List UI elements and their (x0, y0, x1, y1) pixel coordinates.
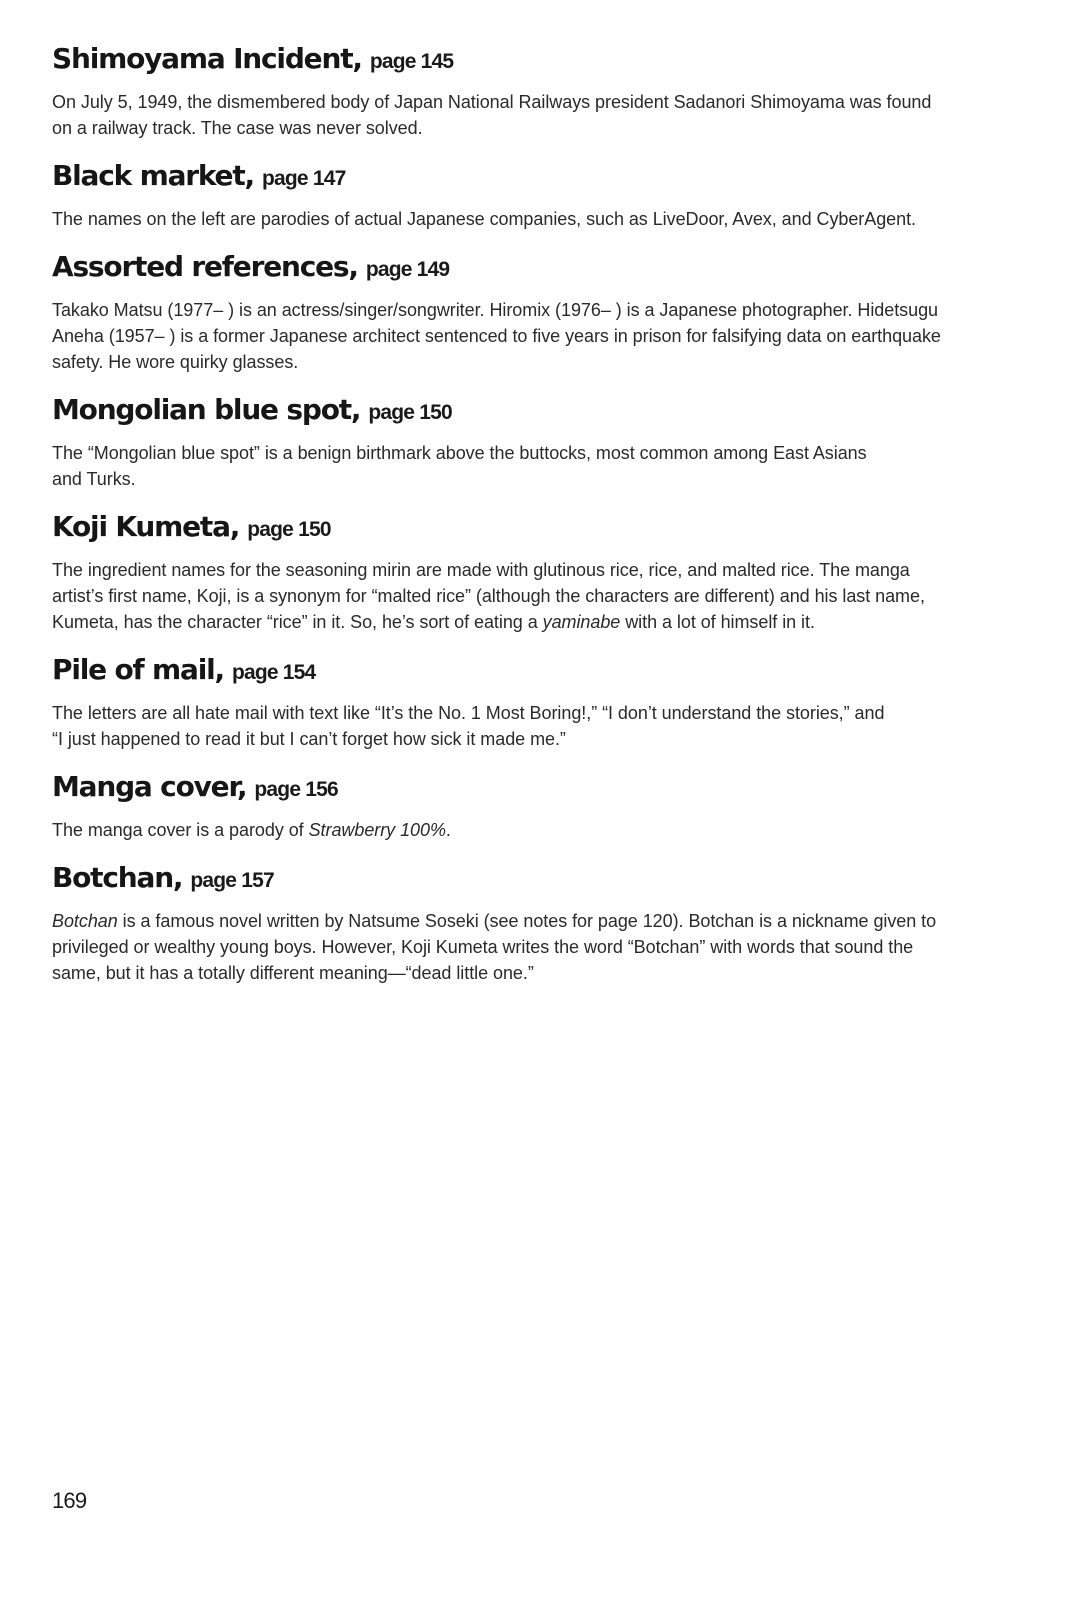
note-text: same, but it has a totally different meaning—“dead little one.” (52, 963, 534, 983)
note-entry (52, 857, 1002, 986)
note-title: Pile of mail, (52, 653, 224, 686)
note-heading (52, 246, 1002, 291)
italic-title-text: yaminabe (542, 612, 621, 632)
note-text: Takako Matsu (1977– ) is an actress/singer/songwriter. Hiromix (1976– ) is a Japanese photographer. Hidetsugu (52, 300, 939, 320)
note-body (52, 908, 1002, 986)
note-heading (52, 766, 1002, 811)
note-page-reference: page 145 (369, 50, 454, 73)
note-page-reference: page 147 (261, 167, 346, 190)
note-heading (52, 38, 1002, 83)
note-heading (52, 389, 1002, 434)
note-heading (52, 857, 1002, 902)
note-body (52, 700, 1002, 752)
note-text: is a famous novel written by Natsume Soseki (see notes for page 120). Botchan is a nickname given to (117, 911, 937, 931)
note-text: . (445, 820, 451, 840)
note-text: safety. He wore quirky glasses. (52, 352, 299, 372)
page-number: 169 (52, 1488, 87, 1513)
note-page-reference: page 154 (231, 661, 316, 684)
note-page-reference: page 150 (247, 518, 331, 541)
note-text: The ingredient names for the seasoning mirin are made with glutinous rice, rice, and malted rice. The manga (52, 560, 910, 580)
note-body (52, 440, 1002, 492)
note-entry (52, 649, 1002, 752)
note-text: Aneha (1957– ) is a former Japanese architect sentenced to five years in prison for falsifying data on earthquake (52, 326, 941, 346)
note-title: Assorted references, (52, 250, 358, 283)
note-heading (52, 155, 1002, 200)
note-body (52, 557, 1002, 635)
italic-title-text: Botchan (52, 911, 118, 931)
italic-title-text: Strawberry 100% (308, 820, 446, 840)
note-text: on a railway track. The case was never solved. (52, 118, 423, 138)
note-entry (52, 38, 1002, 141)
note-text: with a lot of himself in it. (620, 612, 815, 632)
note-heading (52, 506, 1002, 551)
note-text: The “Mongolian blue spot” is a benign birthmark above the buttocks, most common among East Asians (52, 443, 867, 463)
note-title: Black market, (52, 159, 254, 192)
note-entry (52, 766, 1002, 843)
note-entry (52, 389, 1002, 492)
note-title: Manga cover, (52, 770, 247, 803)
note-text: privileged or wealthy young boys. However, Koji Kumeta writes the word “Botchan” with words that sound the (52, 937, 914, 957)
note-body (52, 89, 1002, 141)
note-page-reference: page 150 (368, 401, 452, 424)
note-text: On July 5, 1949, the dismembered body of Japan National Railways president Sadanori Shimoyama was found (52, 92, 932, 112)
note-text: The names on the left are parodies of actual Japanese companies, such as LiveDoor, Avex, and CyberAgent. (52, 209, 916, 229)
note-title: Mongolian blue spot, (52, 393, 361, 426)
note-text: The letters are all hate mail with text like “It’s the No. 1 Most Boring!,” “I don’t understand the stories,” and (52, 703, 885, 723)
note-text: Kumeta, has the character “rice” in it. So, he’s sort of eating a (52, 612, 543, 632)
note-heading (52, 649, 1002, 694)
note-body (52, 297, 1002, 375)
note-entry (52, 246, 1002, 375)
note-page-reference: page 157 (190, 869, 274, 892)
note-text: and Turks. (52, 469, 136, 489)
note-text: “I just happened to read it but I can’t forget how sick it made me.” (52, 729, 566, 749)
note-title: Shimoyama Incident, (52, 42, 362, 75)
note-body (52, 817, 1002, 843)
note-text: artist’s first name, Koji, is a synonym for “malted rice” (although the characters are different) and his last name, (52, 586, 925, 606)
note-title: Botchan, (52, 861, 183, 894)
note-text: The manga cover is a parody of (52, 820, 309, 840)
note-page-reference: page 149 (365, 258, 450, 281)
note-body (52, 206, 1002, 232)
translation-notes (52, 38, 1002, 1000)
note-title: Koji Kumeta, (52, 510, 240, 543)
note-page-reference: page 156 (254, 778, 338, 801)
note-entry (52, 506, 1002, 635)
note-entry (52, 155, 1002, 232)
